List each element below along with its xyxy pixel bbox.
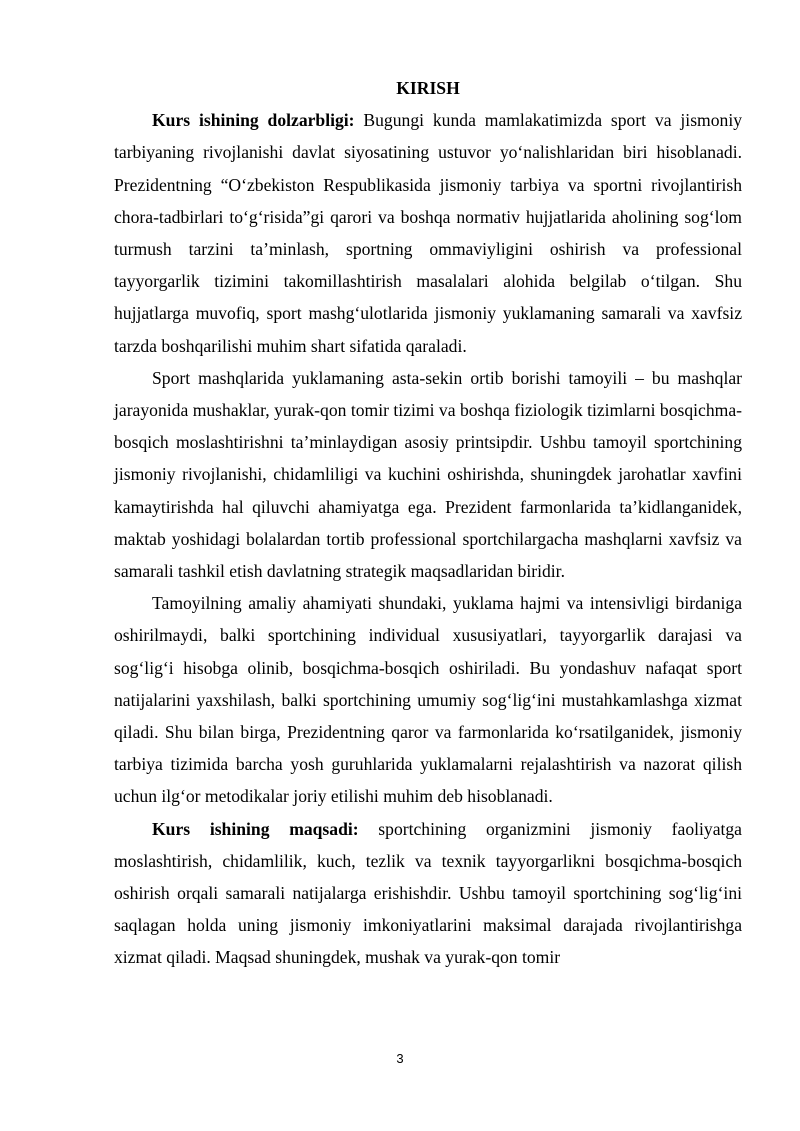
paragraph-lead: Kurs ishining dolzarbligi: bbox=[152, 110, 355, 131]
paragraph-principle bbox=[114, 362, 742, 587]
paragraph-goal bbox=[114, 813, 742, 974]
page-body bbox=[114, 72, 742, 974]
paragraph-relevance bbox=[114, 104, 742, 362]
paragraph-text: Bugungi kunda mamlakatimizda sport va jismoniy tarbiyaning rivojlanishi davlat siyosatining ustuvor yo‘nalishlaridan biri hisoblanadi. Prezidentning “O‘zbekiston Respublikasida jismoniy tarbiya va sportni rivojlantirish chora-tadbirlari to‘g‘risida”gi qarori va boshqa normativ hujjatlarida aholining sog‘lom turmush tarzini ta’minlash, sportning ommaviyligini oshirish va professional tayyorgarlik tizimini takomillashtirish masalalari alohida belgilab o‘tilgan. Shu hujjatlarga muvofiq, sport mashg‘ulotlarida jismoniy yuklamaning samarali va xavfsiz tarzda boshqarilishi muhim shart sifatida qaraladi. bbox=[114, 110, 742, 356]
paragraph-text: Tamoyilning amaliy ahamiyati shundaki, yuklama hajmi va intensivligi birdaniga oshirilmaydi, balki sportchining individual xususiyatlari, tayyorgarlik darajasi va sog‘lig‘i hisobga olinib, bosqichma-bosqich oshiriladi. Bu yondashuv nafaqat sport natijalarini yaxshilash, balki sportchining umumiy sog‘lig‘ini mustahkamlashga xizmat qiladi. Shu bilan birga, Prezidentning qaror va farmonlarida ko‘rsatilganidek, jismoniy tarbiya tizimida barcha yosh guruhlarida yuklamalarni rejalashtirish va nazorat qilish uchun ilg‘or metodikalar joriy etilishi muhim deb hisoblanadi. bbox=[114, 593, 742, 807]
paragraph-text: sportchining organizmini jismoniy faoliyatga moslashtirish, chidamlilik, kuch, tezlik va texnik tayyorgarlikni bosqichma-bosqich oshirish orqali samarali natijalarga erishishdir. Ushbu tamoyil sportchining sog‘lig‘ini saqlagan holda uning jismoniy imkoniyatlarini maksimal darajada rivojlantirishga xizmat qiladi. Maqsad shuningdek, mushak va yurak-qon tomir bbox=[114, 818, 742, 968]
paragraph-text: Sport mashqlarida yuklamaning asta-sekin ortib borishi tamoyili – bu mashqlar jarayonida mushaklar, yurak-qon tomir tizimi va boshqa fiziologik tizimlarni bosqichma-bosqich moslashtirishni ta’minlaydigan asosiy printsipdir. Ushbu tamoyil sportchining jismoniy rivojlanishi, chidamliligi va kuchini oshirishda, shuningdek jarohatlar xavfini kamaytirishda hal qiluvchi ahamiyatga ega. Prezident farmonlarida ta’kidlanganidek, maktab yoshidagi bolalardan tortib professional sportchilargacha mashqlarni xavfsiz va samarali tashkil etish davlatning strategik maqsadlaridan biridir. bbox=[114, 367, 742, 582]
section-title: KIRISH bbox=[396, 78, 460, 98]
page-number: 3 bbox=[396, 1051, 404, 1066]
paragraph-lead: Kurs ishining maqsadi: bbox=[152, 818, 359, 839]
paragraph-practical-importance bbox=[114, 587, 742, 812]
